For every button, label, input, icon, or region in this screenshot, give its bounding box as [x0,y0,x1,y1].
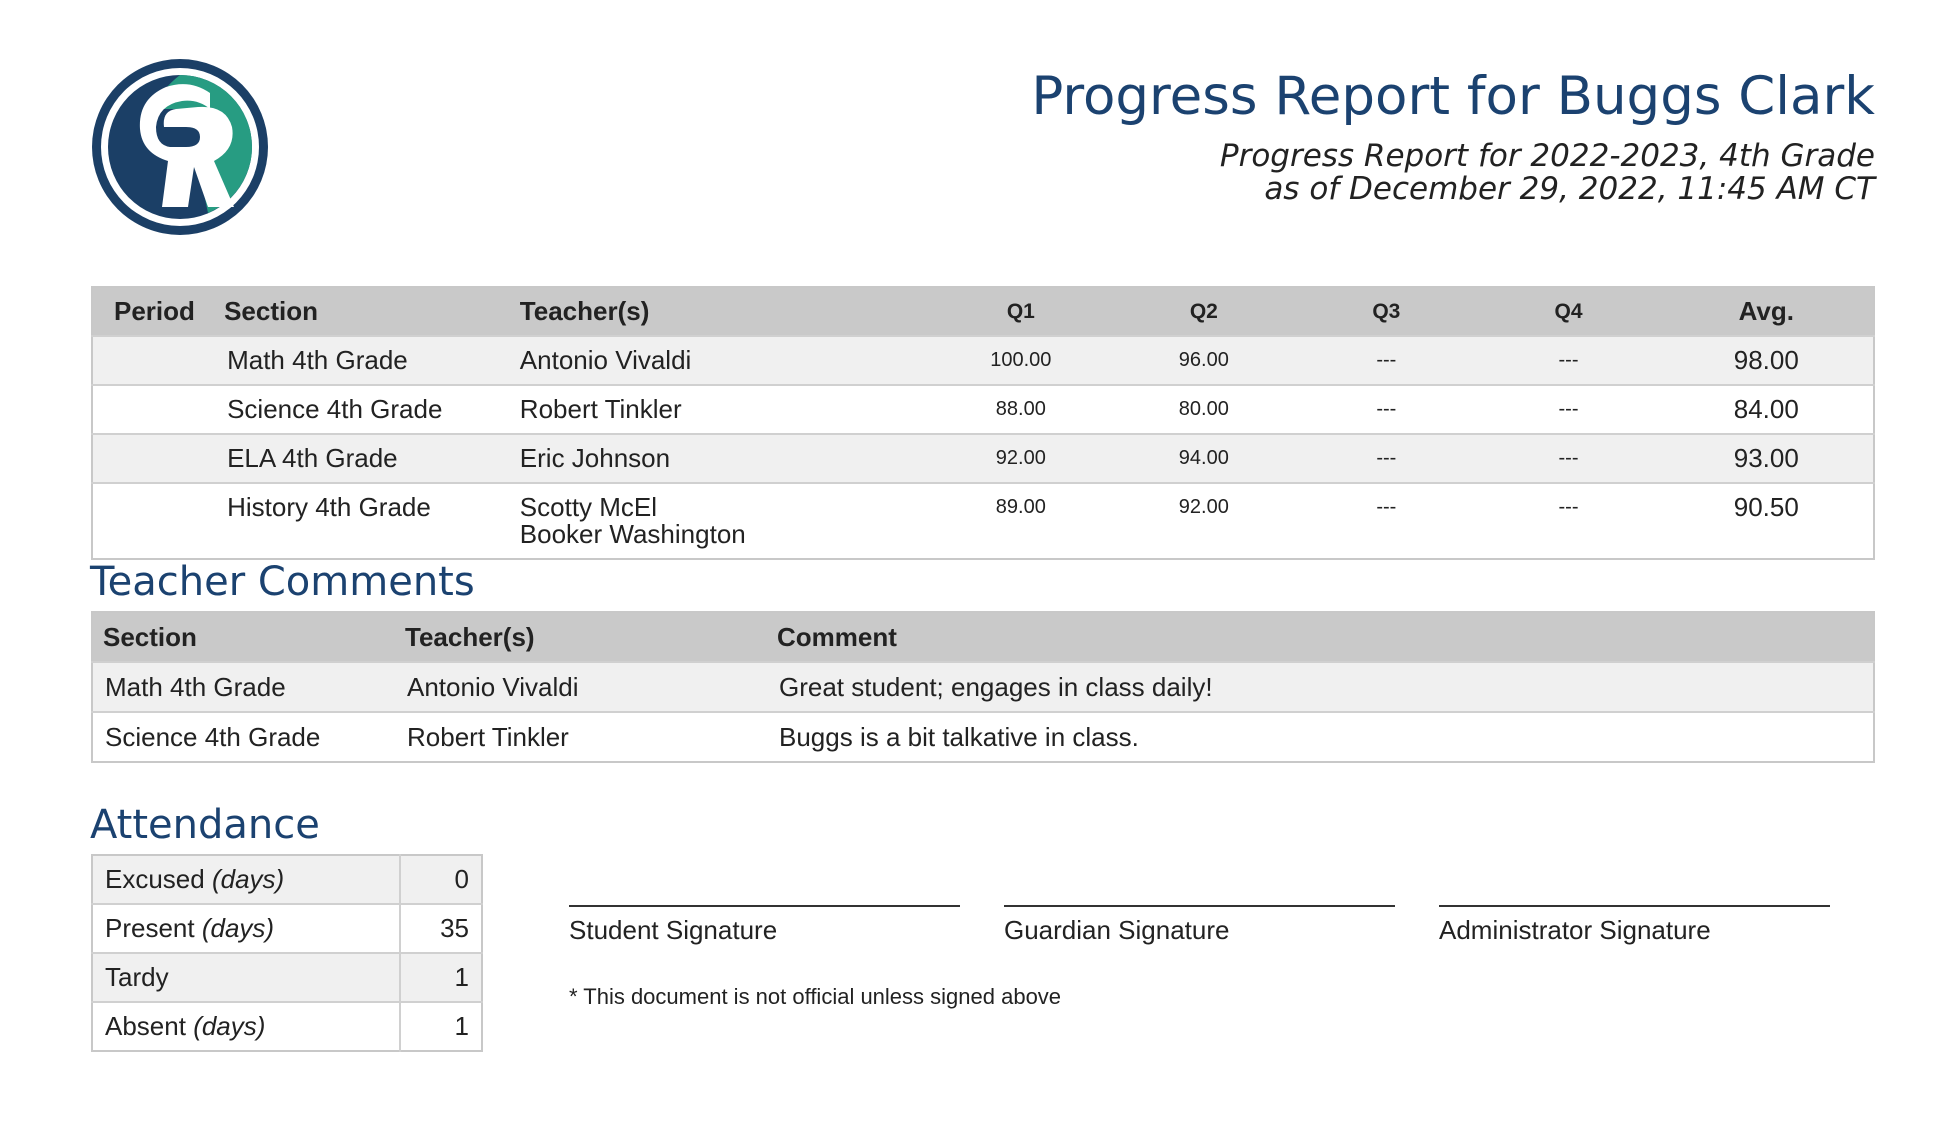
header-q1: Q1 [929,287,1112,336]
teacher-name-2: Booker Washington [519,519,746,549]
average-cell: 84.00 [1660,385,1874,434]
header-average: Avg. [1660,287,1874,336]
average-cell: 98.00 [1660,336,1874,385]
attendance-row-absent [92,1002,482,1051]
q1-cell: 92.00 [929,434,1112,483]
section-cell: Math 4th Grade [92,662,395,712]
attendance-row-tardy [92,953,482,1002]
table-row [92,434,1874,483]
table-row [92,483,1874,559]
attendance-label: Tardy [92,953,400,1002]
attendance-table [91,854,483,1052]
q3-cell: --- [1295,336,1477,385]
comment-cell: Buggs is a bit talkative in class. [767,712,1874,762]
q1-cell: 89.00 [929,483,1112,559]
teacher-cell [520,483,929,559]
q2-cell: 80.00 [1112,385,1295,434]
section-cell: Math 4th Grade [224,336,520,385]
q1-cell: 100.00 [929,336,1112,385]
q2-cell: 96.00 [1112,336,1295,385]
q1-cell: 88.00 [929,385,1112,434]
section-cell: Science 4th Grade [92,712,395,762]
q3-cell: --- [1295,434,1477,483]
teacher-comments-heading: Teacher Comments [90,559,475,605]
header-period: Period [92,287,224,336]
teacher-cell: Antonio Vivaldi [520,336,929,385]
section-cell: ELA 4th Grade [224,434,520,483]
attendance-heading: Attendance [90,802,320,848]
header-section: Section [224,287,520,336]
attendance-value: 0 [400,855,482,904]
teacher-cell: Robert Tinkler [520,385,929,434]
header-q4: Q4 [1477,287,1659,336]
signature-line [1439,905,1830,907]
attendance-label: Absent (days) [92,1002,400,1051]
administrator-signature-block [1439,905,1830,946]
q3-cell: --- [1295,385,1477,434]
attendance-label: Present (days) [92,904,400,953]
comment-cell: Great student; engages in class daily! [767,662,1874,712]
average-cell: 90.50 [1660,483,1874,559]
student-signature-label: Student Signature [569,915,778,945]
q2-cell: 94.00 [1112,434,1295,483]
guardian-signature-block [1004,905,1395,946]
teacher-cell: Antonio Vivaldi [395,662,767,712]
period-cell [92,385,224,434]
table-row [92,385,1874,434]
administrator-signature-label: Administrator Signature [1439,915,1711,945]
report-subtitle [1031,140,1875,206]
q4-cell: --- [1477,385,1659,434]
grades-header-row [92,287,1874,336]
header-teachers: Teacher(s) [395,612,767,662]
header-section: Section [92,612,395,662]
period-cell [92,483,224,559]
subtitle-as-of-date: as of December 29, 2022, 11:45 AM CT [1264,171,1875,207]
report-title: Progress Report for Buggs Clark [1031,66,1875,127]
attendance-label: Excused (days) [92,855,400,904]
school-logo [90,57,270,237]
comments-table [91,611,1875,763]
header-comment: Comment [767,612,1874,662]
grades-table [91,286,1875,560]
guardian-signature-label: Guardian Signature [1004,915,1230,945]
period-cell [92,434,224,483]
comments-header-row [92,612,1874,662]
q2-cell: 92.00 [1112,483,1295,559]
section-cell: Science 4th Grade [224,385,520,434]
teacher-name-1: Scotty McEl [519,492,658,522]
attendance-value: 1 [400,953,482,1002]
attendance-value: 1 [400,1002,482,1051]
table-row [92,336,1874,385]
period-cell [92,336,224,385]
table-row [92,712,1874,762]
attendance-row-present [92,904,482,953]
q3-cell: --- [1295,483,1477,559]
q4-cell: --- [1477,336,1659,385]
table-row [92,662,1874,712]
q4-cell: --- [1477,434,1659,483]
section-cell: History 4th Grade [224,483,520,559]
q4-cell: --- [1477,483,1659,559]
attendance-row-excused [92,855,482,904]
signature-line [569,905,960,907]
signature-line [1004,905,1395,907]
subtitle-year-grade: Progress Report for 2022-2023, 4th Grade [1219,138,1875,174]
teacher-cell: Eric Johnson [520,434,929,483]
header-teachers: Teacher(s) [520,287,929,336]
teacher-cell: Robert Tinkler [395,712,767,762]
student-signature-block [569,905,960,946]
header-q2: Q2 [1112,287,1295,336]
report-header [1031,62,1875,206]
header-q3: Q3 [1295,287,1477,336]
disclaimer-note: * This document is not official unless signed above [569,984,1062,1009]
average-cell: 93.00 [1660,434,1874,483]
attendance-value: 35 [400,904,482,953]
